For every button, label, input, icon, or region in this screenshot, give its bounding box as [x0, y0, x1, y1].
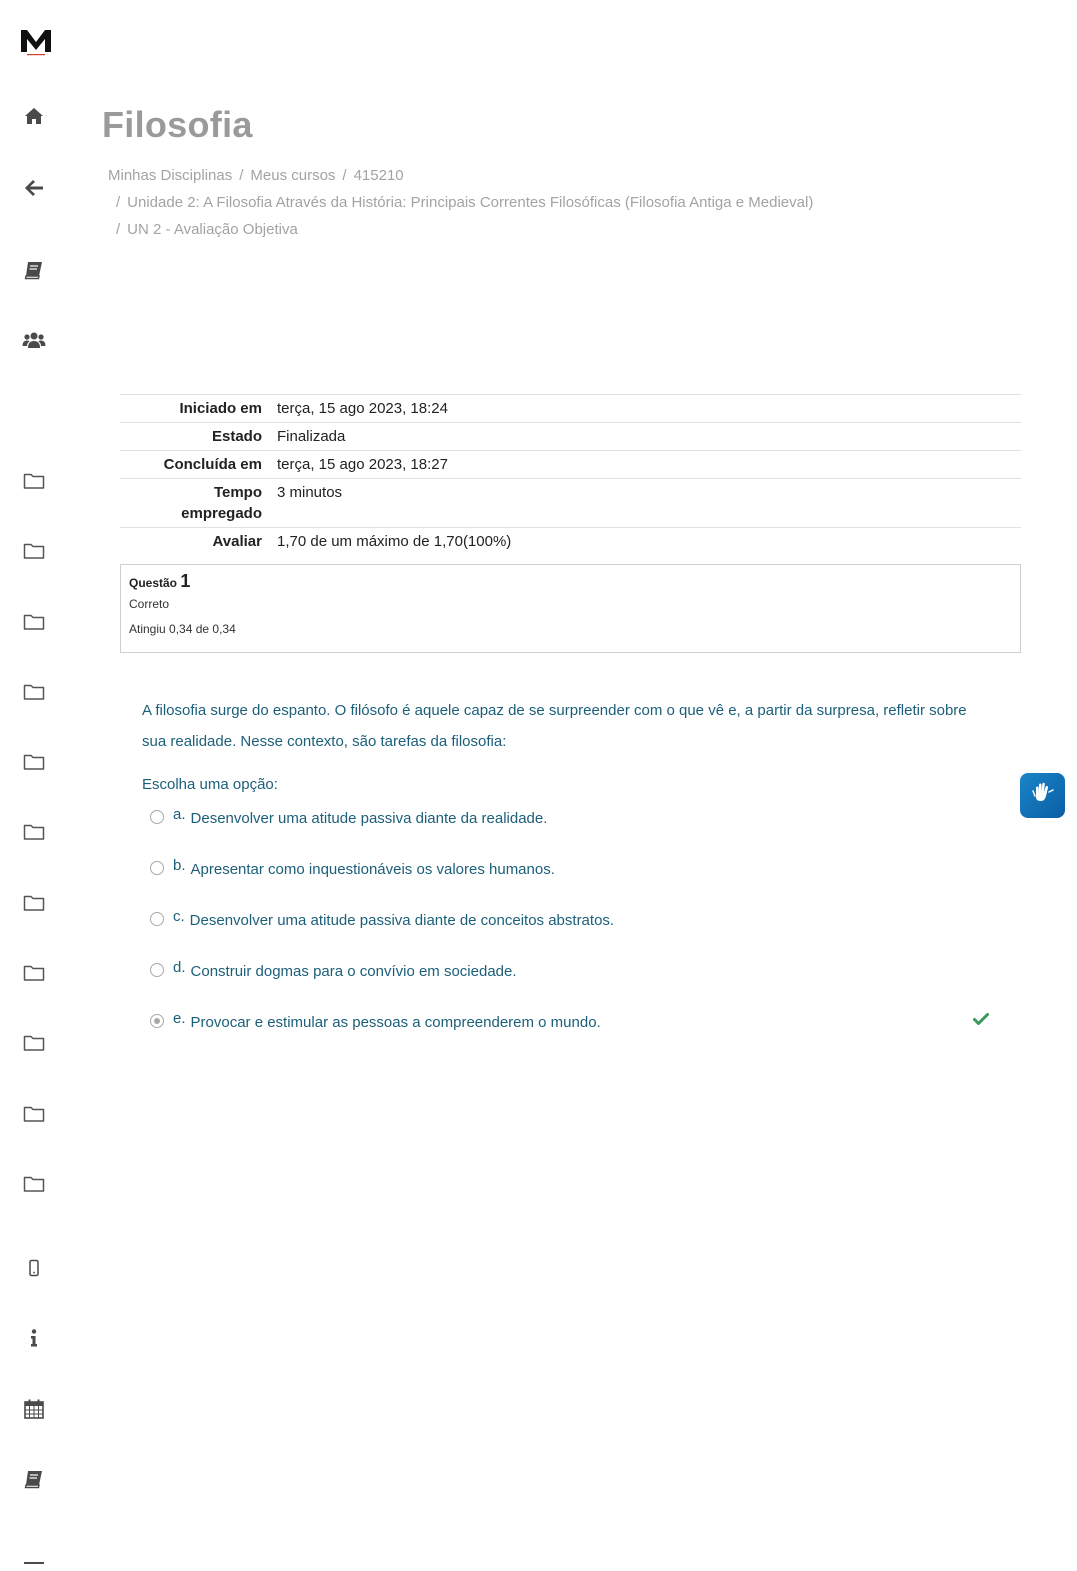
- summary-row: [120, 423, 1021, 451]
- answer-letter: c.: [173, 908, 185, 925]
- folder-icon[interactable]: [22, 469, 46, 493]
- folder-icon[interactable]: [22, 1102, 46, 1126]
- answer-letter: b.: [173, 857, 186, 874]
- answer-option-a[interactable]: [150, 806, 1000, 857]
- back-arrow-icon[interactable]: [22, 176, 46, 200]
- answer-option-b[interactable]: [150, 857, 1000, 908]
- summary-row: [120, 395, 1021, 423]
- question-info-box: [120, 564, 1021, 653]
- summary-value: 3 minutos: [277, 484, 343, 501]
- breadcrumb-link-course-id[interactable]: 415210: [353, 167, 404, 184]
- question-text: A filosofia surge do espanto. O filósofo é aquele capaz de se surpreender com o que vê e, a partir da surpresa, refletir sobre sua realidade. Nesse contexto, são tarefas da filosofia:: [142, 702, 967, 750]
- summary-label: Tempo empregado: [181, 484, 262, 522]
- breadcrumb-separator: /: [239, 167, 244, 184]
- breadcrumb-separator: /: [342, 167, 347, 184]
- folder-icon[interactable]: [22, 680, 46, 704]
- folder-icon[interactable]: [22, 961, 46, 985]
- libras-accessibility-button[interactable]: [1020, 773, 1065, 818]
- users-icon[interactable]: [22, 328, 46, 352]
- page-title: Filosofia: [102, 104, 253, 145]
- radio-button[interactable]: [150, 912, 164, 926]
- breadcrumb-link-unidade[interactable]: Unidade 2: A Filosofia Através da História: Principais Correntes Filosóficas (Filosofia Antiga e Medieval): [127, 194, 814, 211]
- mobile-icon[interactable]: [22, 1256, 46, 1280]
- radio-button[interactable]: [150, 861, 164, 875]
- radio-button-selected[interactable]: [150, 1014, 164, 1028]
- summary-value: terça, 15 ago 2023, 18:24: [277, 400, 448, 417]
- breadcrumb-separator: /: [116, 221, 121, 238]
- summary-value: Finalizada: [277, 428, 346, 445]
- attempt-summary-table: [120, 394, 1021, 555]
- summary-value: 1,70 de um máximo de 1,70(100%): [277, 533, 512, 550]
- summary-label: Estado: [211, 428, 262, 445]
- summary-label: Avaliar: [212, 533, 262, 550]
- summary-row: [120, 451, 1021, 479]
- answer-text: Construir dogmas para o convívio em sociedade.: [190, 963, 517, 980]
- question-state: Correto: [129, 597, 170, 611]
- book-icon[interactable]: [22, 1467, 46, 1491]
- question-number-value: 1: [180, 571, 191, 591]
- folder-icon[interactable]: [22, 750, 46, 774]
- info-icon[interactable]: [22, 1326, 46, 1350]
- folder-icon[interactable]: [22, 891, 46, 915]
- question-grade: Atingiu 0,34 de 0,34: [129, 622, 236, 636]
- answer-prompt: Escolha uma opção:: [142, 776, 278, 793]
- answer-letter: d.: [173, 959, 186, 976]
- breadcrumb-link-meus-cursos[interactable]: Meus cursos: [250, 167, 336, 184]
- summary-label: Iniciado em: [179, 400, 262, 417]
- answer-option-d[interactable]: [150, 959, 1000, 1010]
- breadcrumb: [108, 162, 813, 243]
- summary-label: Concluída em: [163, 456, 262, 473]
- correct-check-icon: [973, 1012, 989, 1031]
- question-number: [129, 571, 1012, 592]
- answer-option-e[interactable]: [150, 1010, 1000, 1061]
- breadcrumb-link-minhas-disciplinas[interactable]: Minhas Disciplinas: [108, 167, 233, 184]
- summary-row: [120, 479, 1021, 528]
- summary-value: terça, 15 ago 2023, 18:27: [277, 456, 448, 473]
- answer-option-c[interactable]: [150, 908, 1000, 959]
- summary-row: [120, 528, 1021, 556]
- sidebar: [0, 0, 70, 1571]
- folder-icon[interactable]: [22, 1031, 46, 1055]
- answer-letter: a.: [173, 806, 186, 823]
- answer-options: [150, 806, 1000, 1061]
- answer-letter: e.: [173, 1010, 186, 1027]
- question-label: Questão: [129, 576, 178, 590]
- answer-text: Apresentar como inquestionáveis os valores humanos.: [190, 861, 555, 878]
- folder-icon[interactable]: [22, 820, 46, 844]
- answer-text: Provocar e estimular as pessoas a compreenderem o mundo.: [190, 1014, 601, 1031]
- answer-text: Desenvolver uma atitude passiva diante da realidade.: [190, 810, 548, 827]
- answer-text: Desenvolver uma atitude passiva diante de conceitos abstratos.: [189, 912, 615, 929]
- hand-sign-icon: [1029, 779, 1057, 812]
- folder-icon[interactable]: [22, 610, 46, 634]
- folder-icon[interactable]: [22, 1172, 46, 1196]
- radio-button[interactable]: [150, 963, 164, 977]
- book-icon[interactable]: [22, 258, 46, 282]
- folder-icon[interactable]: [22, 539, 46, 563]
- brand-logo[interactable]: [20, 28, 52, 56]
- breadcrumb-separator: /: [116, 194, 121, 211]
- home-icon[interactable]: [22, 104, 46, 128]
- calendar-icon[interactable]: [22, 1397, 46, 1421]
- menu-icon[interactable]: [22, 1550, 46, 1571]
- radio-button[interactable]: [150, 810, 164, 824]
- breadcrumb-link-avaliacao[interactable]: UN 2 - Avaliação Objetiva: [127, 221, 298, 238]
